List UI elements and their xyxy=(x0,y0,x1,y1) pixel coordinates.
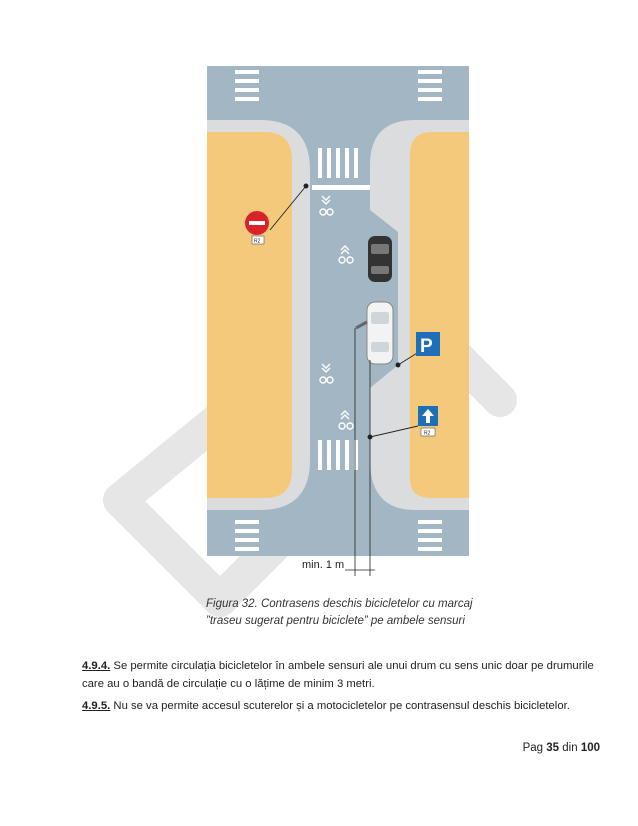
page-footer xyxy=(523,742,600,754)
dimension-label: min. 1 m xyxy=(302,559,345,571)
caption-line-1: Figura 32. Contrasens deschis bicicletelor cu marcaj xyxy=(206,598,473,610)
footer-middle: din xyxy=(559,742,581,754)
one-way-plate-label: R2 xyxy=(424,430,431,437)
paragraph-number: 4.9.4. xyxy=(82,660,111,672)
footer-prefix: Pag xyxy=(522,742,547,754)
figure-caption xyxy=(206,596,486,630)
dark-car xyxy=(368,236,392,282)
parking-sign-letter: P xyxy=(420,336,433,357)
parking-sign xyxy=(416,332,440,357)
paragraph-text: Se permite circulația bicicletelor în ambele sensuri ale unui drum cu sens unic doar pe drumurile care au o bandă de circulație cu o lățime de minim 3 metri. xyxy=(82,660,594,690)
road-diagram xyxy=(160,60,480,580)
paragraph-number: 4.9.5. xyxy=(82,700,111,712)
caption-line-2: ”traseu sugerat pentru biciclete” pe ambele sensuri xyxy=(206,615,465,627)
paragraph-4-9-4 xyxy=(82,657,602,693)
left-building-block xyxy=(207,132,292,498)
paragraph-text: Nu se va permite accesul scuterelor și a motocicletelor pe contrasensul deschis bicicletelor. xyxy=(110,700,570,712)
current-page: 35 xyxy=(546,742,560,754)
paragraph-4-9-5 xyxy=(82,697,602,715)
one-way-sign xyxy=(418,406,438,437)
total-pages: 100 xyxy=(580,742,600,754)
no-entry-plate-label: R2 xyxy=(254,238,261,245)
right-building-block xyxy=(410,132,469,498)
